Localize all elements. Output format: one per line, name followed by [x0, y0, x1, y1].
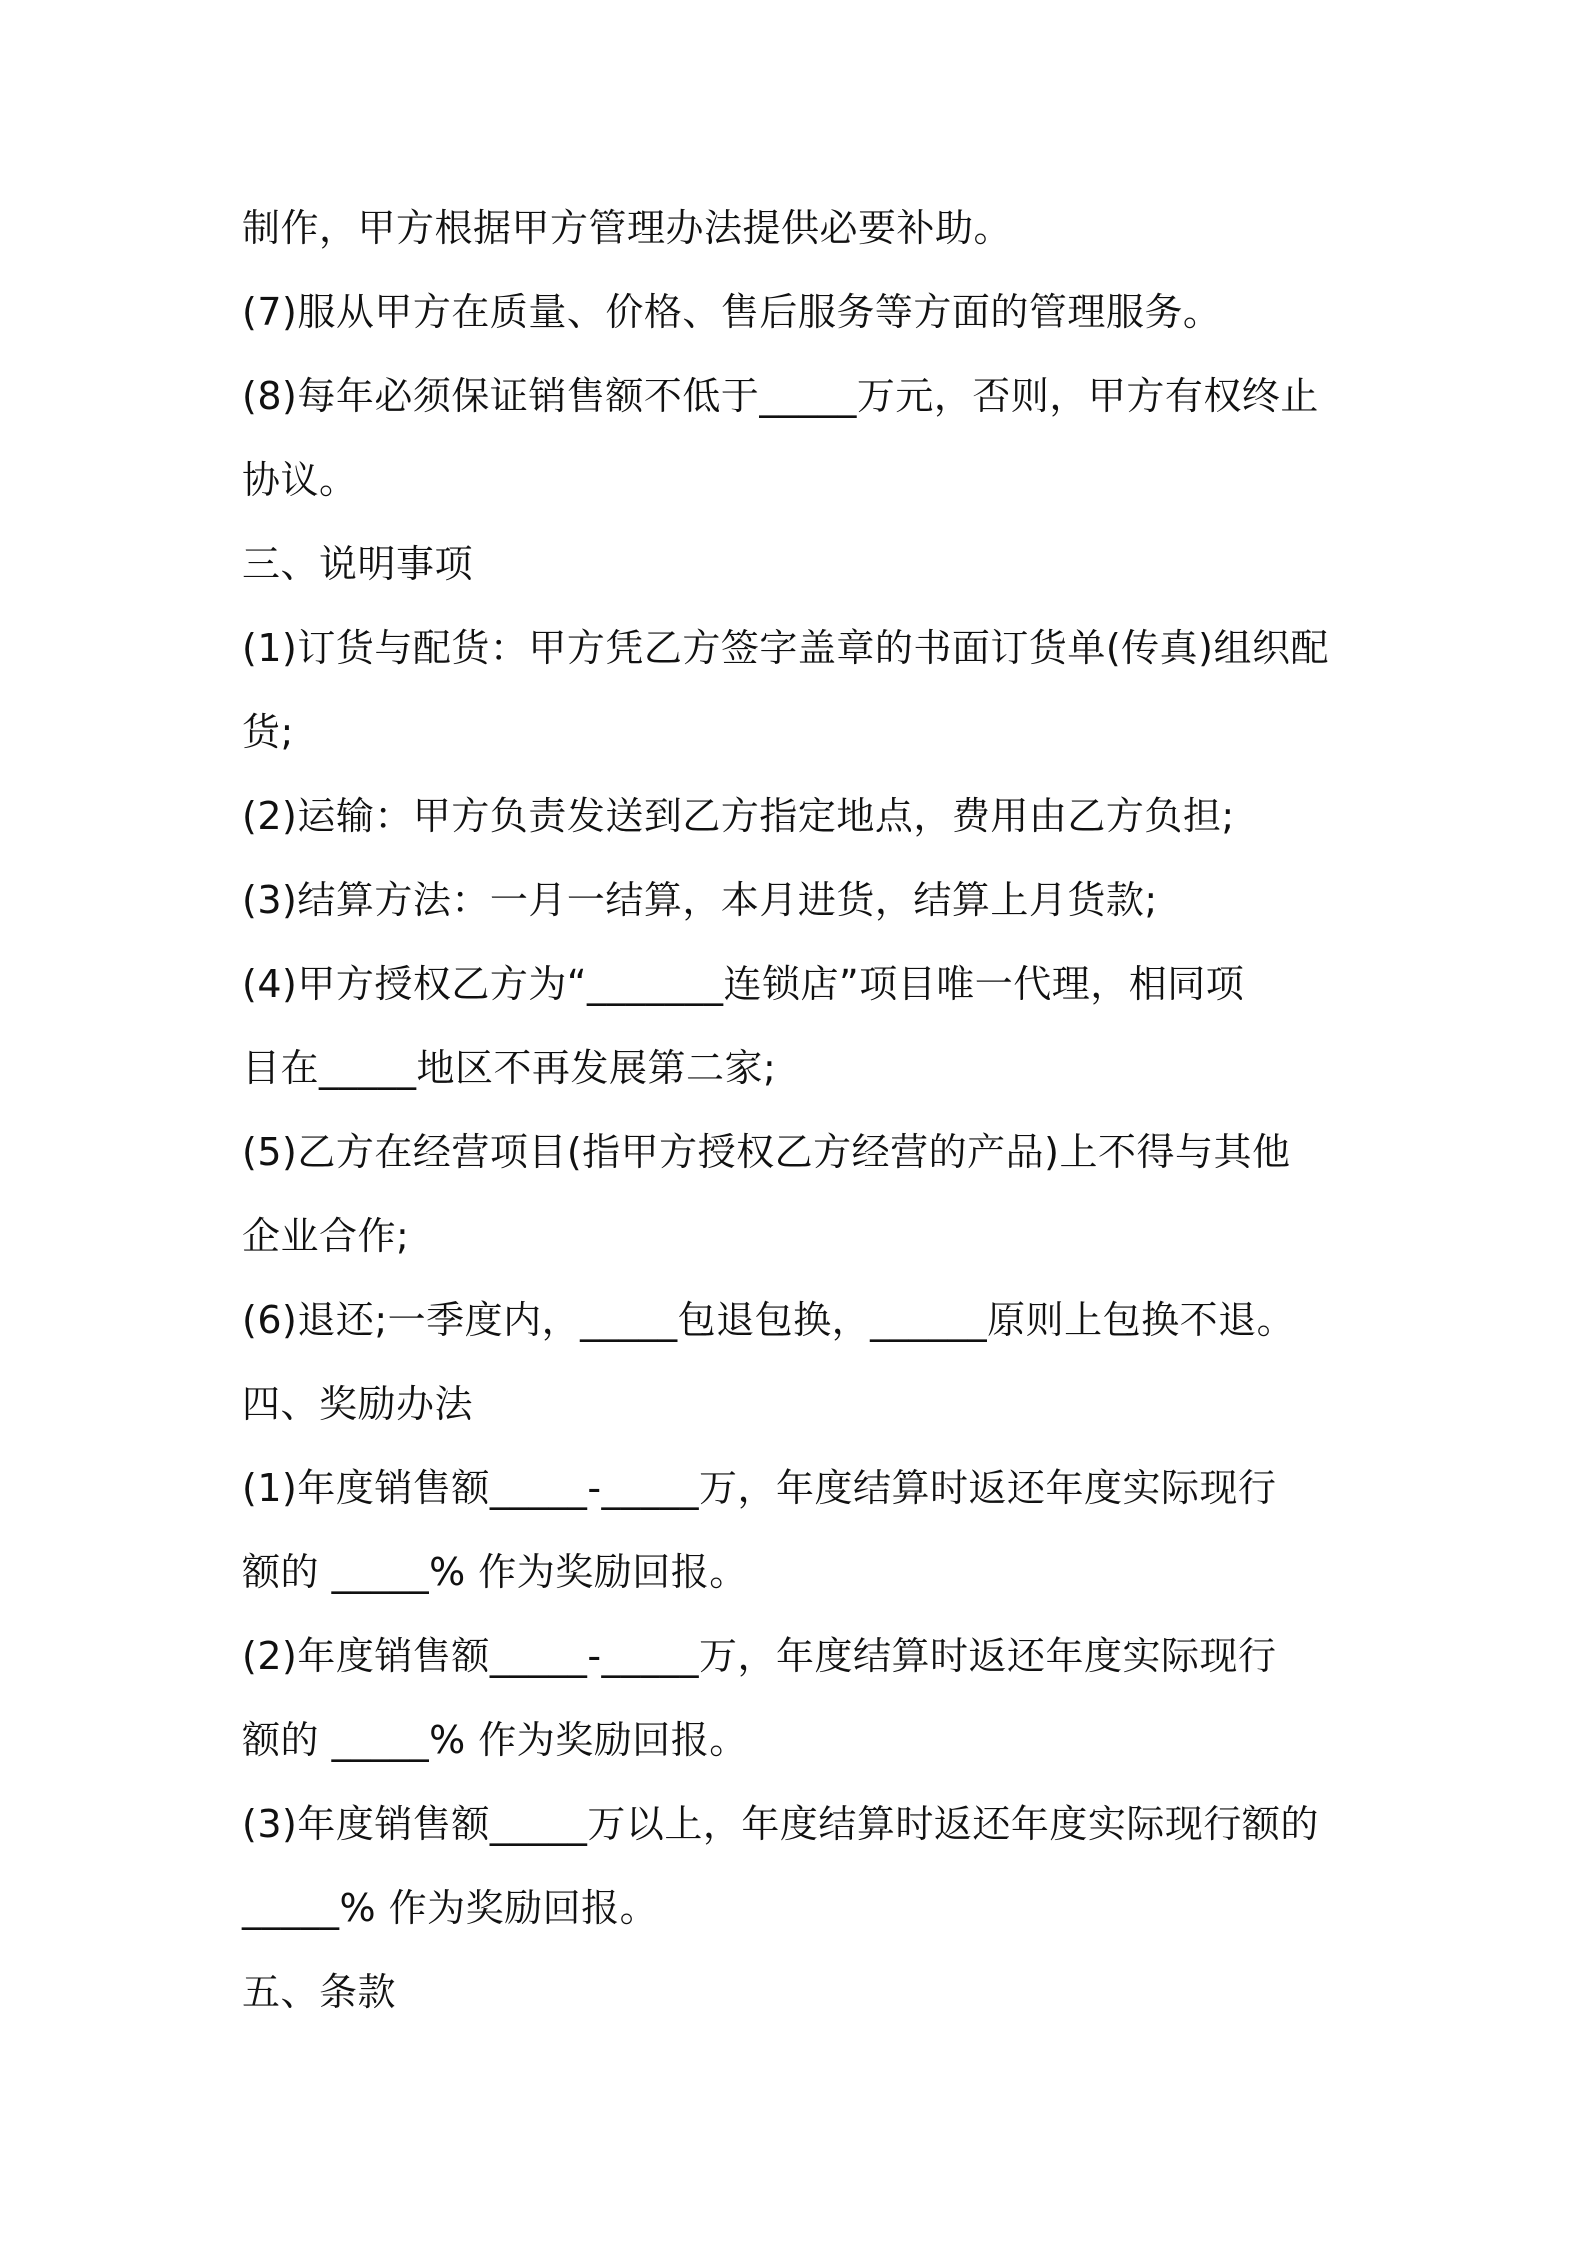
text-line: 货;	[242, 710, 294, 754]
text-line: 额的 _____% 作为奖励回报。	[242, 1718, 748, 1762]
text-line: (3)年度销售额_____万以上，年度结算时返还年度实际现行额的	[242, 1802, 1319, 1846]
text-line: 额的 _____% 作为奖励回报。	[242, 1550, 748, 1594]
text-line: (4)甲方授权乙方为“_______连锁店”项目唯一代理，相同项	[242, 962, 1245, 1006]
text-line: _____% 作为奖励回报。	[242, 1886, 659, 1930]
text-line: (2)年度销售额_____-_____万，年度结算时返还年度实际现行	[242, 1634, 1277, 1678]
text-line: (1)年度销售额_____-_____万，年度结算时返还年度实际现行	[242, 1466, 1277, 1510]
section-heading: 四、奖励办法	[242, 1382, 474, 1426]
text-line: 目在_____地区不再发展第二家;	[242, 1046, 777, 1090]
text-line: (5)乙方在经营项目(指甲方授权乙方经营的产品)上不得与其他	[242, 1130, 1291, 1174]
text-line: 企业合作;	[242, 1214, 410, 1258]
text-line: (8)每年必须保证销售额不低于_____万元，否则，甲方有权终止	[242, 374, 1319, 418]
text-line: (7)服从甲方在质量、价格、售后服务等方面的管理服务。	[242, 290, 1222, 334]
text-line: (3)结算方法：一月一结算，本月进货，结算上月货款;	[242, 878, 1158, 922]
text-line: (2)运输：甲方负责发送到乙方指定地点，费用由乙方负担;	[242, 794, 1235, 838]
text-line: (6)退还;一季度内，_____包退包换，______原则上包换不退。	[242, 1298, 1296, 1342]
section-heading: 三、说明事项	[242, 542, 474, 586]
text-line: (1)订货与配货：甲方凭乙方签字盖章的书面订货单(传真)组织配	[242, 626, 1329, 670]
text-line: 协议。	[242, 458, 358, 502]
section-heading: 五、条款	[242, 1970, 397, 2014]
text-line: 制作，甲方根据甲方管理办法提供必要补助。	[242, 206, 1013, 250]
